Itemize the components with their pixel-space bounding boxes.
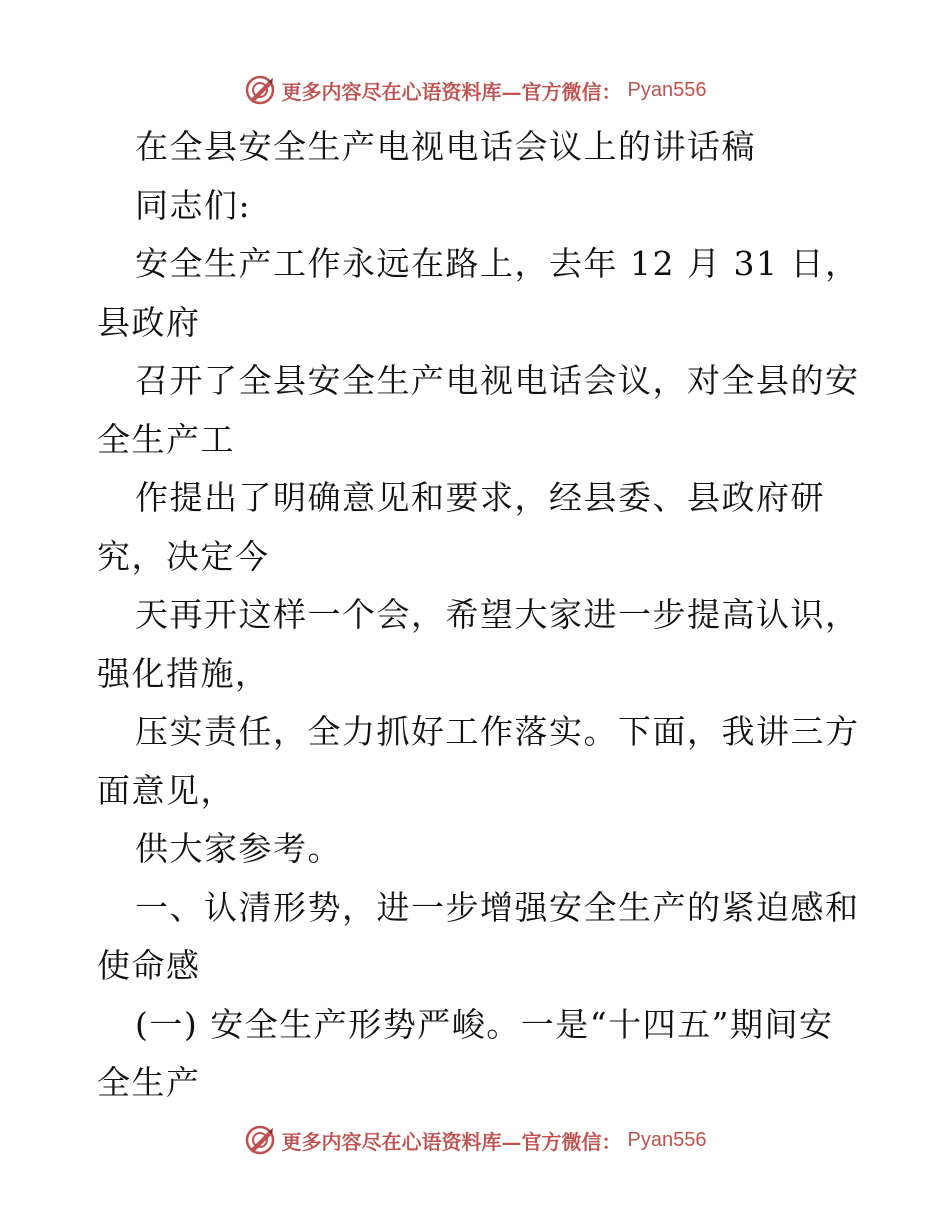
footer-banner-text: 更多内容尽在心语资料库—官方微信： — [281, 1129, 622, 1154]
brand-logo-icon — [244, 1124, 276, 1156]
header-watermark-banner — [0, 70, 950, 110]
document-line: 作提出了明确意见和要求，经县委、县政府研 — [135, 478, 825, 517]
document-line: 同志们: — [135, 185, 252, 225]
document-line: 供大家参考。 — [135, 829, 342, 868]
document-line: 面意见， — [97, 770, 235, 810]
footer-banner-id: Pyan556 — [627, 1128, 707, 1151]
document-line: 全生产 — [97, 1063, 201, 1102]
document-line: 在全县安全生产电视电话会议上的讲话稿 — [135, 127, 756, 166]
document-line: 究，决定今 — [97, 536, 270, 576]
document-line: (一) 安全生产形势严峻。一是“十四五”期间安 — [135, 1004, 834, 1044]
document-line: 使命感 — [97, 946, 201, 985]
document-line: 天再开这样一个会，希望大家进一步提高认识， — [135, 595, 860, 634]
document-line: 安全生产工作永远在路上，去年 12 月 31 日， — [135, 244, 860, 283]
header-banner-text: 更多内容尽在心语资料库—官方微信： — [281, 79, 622, 104]
document-line: 召开了全县安全生产电视电话会议，对全县的安 — [135, 361, 860, 400]
document-line: 县政府 — [97, 302, 201, 342]
footer-watermark-banner — [0, 1120, 950, 1160]
brand-logo-icon — [244, 74, 276, 106]
document-line: 一、认清形势，进一步增强安全生产的紧迫感和 — [135, 887, 860, 927]
document-line: 压实责任，全力抓好工作落实。下面，我讲三方 — [135, 712, 860, 751]
header-banner-id: Pyan556 — [627, 78, 707, 101]
document-line: 全生产工 — [97, 419, 235, 459]
document-line: 强化措施， — [97, 653, 270, 693]
document-body — [97, 118, 860, 1113]
